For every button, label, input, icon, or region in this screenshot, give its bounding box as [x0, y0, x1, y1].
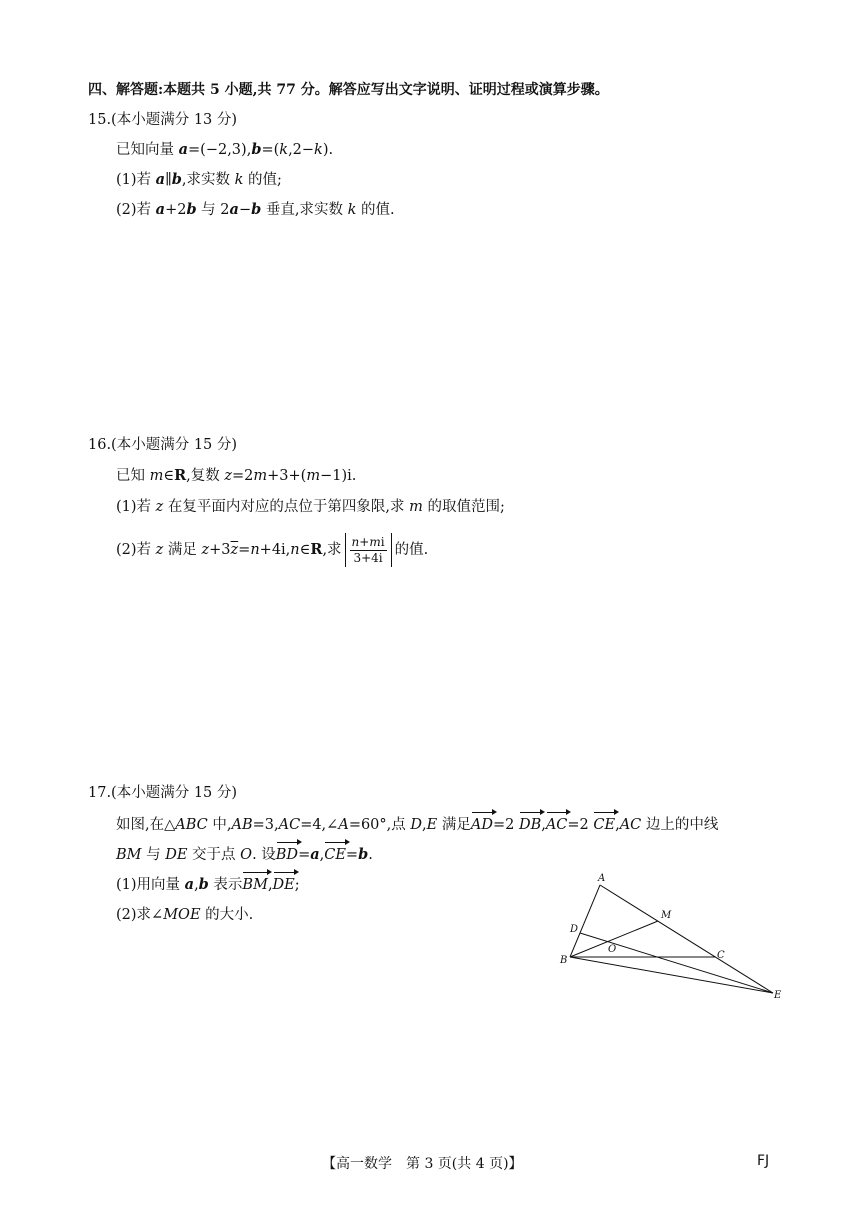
label-C: C	[717, 950, 725, 961]
q17-header: 17.(本小题满分 15 分)	[88, 785, 238, 801]
q15-part2: (2)若 a+2b 与 2a−b 垂直,求实数 k 的值.	[116, 201, 395, 218]
segment-DE	[580, 933, 773, 993]
q15-header: 15.(本小题满分 13 分)	[88, 112, 238, 128]
label-D: D	[570, 924, 579, 935]
label-O: O	[608, 944, 617, 955]
label-B: B	[560, 955, 568, 966]
q15-stem: 已知向量 a=(−2,3),b=(k,2−k).	[116, 141, 334, 158]
q16-part1: (1)若 z 在复平面内对应的点位于第四象限,求 m 的取值范围;	[116, 499, 505, 515]
q16-stem: 已知 m∈R,复数 z=2m+3+(m−1)i.	[116, 467, 357, 484]
q17-line2: BM 与 DE 交于点 O. 设BD=a,CE=b.	[116, 846, 373, 863]
label-E: E	[774, 990, 782, 1001]
segment-AE	[600, 885, 773, 993]
page-footer: 【高一数学 第 3 页(共 4 页)】	[322, 1156, 523, 1172]
q16-part2: (2)若 z 满足 $z+3\overline{z}=n+4i,n\in R$,求 $\frac{n+mi}{3+4i}$ 的值.	[116, 533, 428, 567]
label-M: M	[661, 910, 672, 921]
label-A: A	[598, 873, 606, 884]
q16-header: 16.(本小题满分 15 分)	[88, 437, 238, 453]
section-heading: 四、解答题:本题共 5 小题,共 77 分。解答应写出文字说明、证明过程或演算步骤。	[88, 82, 609, 98]
segment-BE	[570, 957, 773, 993]
footer-code: FJ	[757, 1153, 770, 1169]
q17-part1: (1)用向量 a,b 表示BM,DE;	[116, 876, 300, 893]
triangle-figure	[555, 870, 795, 1010]
q17-line1: 如图,在△ABC 中,AB=3,AC=4,∠A=60°,点 D,E 满足AD=2 DB,AC=2 CE,AC 边上的中线	[116, 817, 719, 833]
abs-fraction: $\frac{n+mi}{3+4i}$	[345, 533, 392, 567]
q17-part2: (2)求∠MOE 的大小.	[116, 907, 254, 923]
q15-part1: (1)若 a∥b,求实数 k 的值;	[116, 171, 282, 188]
